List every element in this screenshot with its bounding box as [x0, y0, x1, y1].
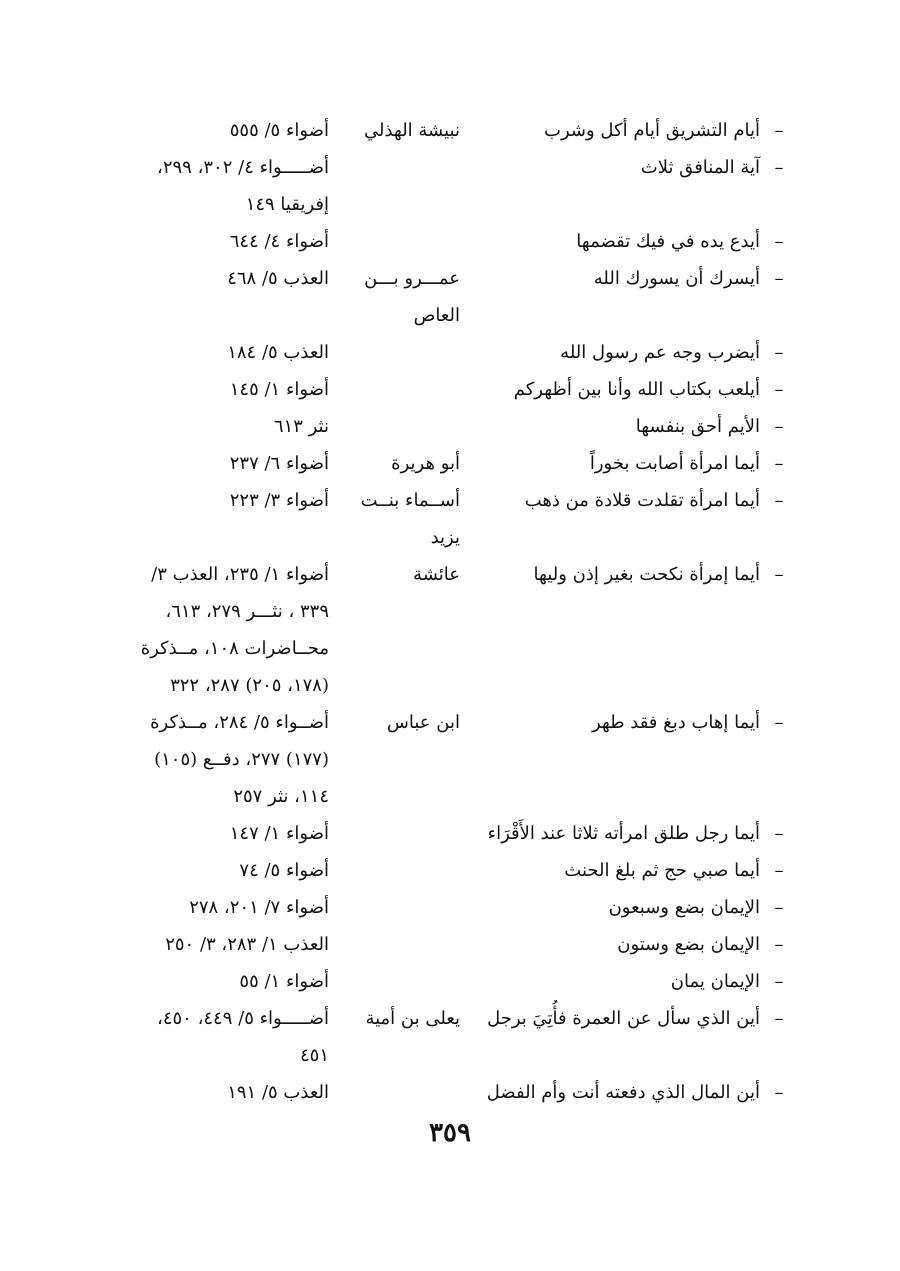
narrator: [335, 704, 460, 741]
references: [124, 371, 335, 408]
hadith-text: الإيمان بضع وستون: [617, 934, 760, 955]
reference-line: أضواء ٧/ ٢٠١، ٢٧٨: [189, 897, 329, 918]
entry-dash: –: [774, 416, 784, 437]
reference-line: ٤٥١: [299, 1045, 329, 1066]
hadith-text: أيما رجل طلق امرأته ثلاثا عند الأَقْرَاء: [487, 823, 760, 844]
references: [124, 223, 335, 260]
narrator-line: العاص: [413, 305, 460, 326]
entry-dash: –: [774, 453, 784, 474]
reference-line: أضواء ١/ ١٤٥: [229, 379, 329, 400]
hadith-text: أيما صبي حج ثم بلغ الحنث: [564, 860, 760, 881]
references: [124, 815, 335, 852]
index-entry: [110, 149, 790, 223]
entry-dash: –: [774, 934, 784, 955]
entry-dash: –: [774, 490, 784, 511]
narrator-line: عمـــرو بـــن: [364, 268, 460, 289]
entry-dash: –: [774, 971, 784, 992]
narrator-line: ابن عباس: [386, 712, 460, 733]
entry-dash: –: [774, 157, 784, 178]
narrator-line: أبو هريرة: [391, 453, 460, 474]
reference-line: ١١٤، نثر ٢٥٧: [233, 786, 329, 807]
reference-line: ٣٣٩ ، نثـــر ٢٧٩، ٦١٣،: [165, 601, 329, 622]
index-entry: [110, 445, 790, 482]
entry-dash: –: [774, 823, 784, 844]
entry-dash: –: [774, 564, 784, 585]
index-entry: [110, 112, 790, 149]
references: [124, 704, 335, 815]
index-entry: [110, 926, 790, 963]
references: [124, 889, 335, 926]
reference-line: أضواء ٥/ ٥٥٥: [229, 120, 329, 141]
references: [124, 149, 335, 223]
index-entry: [110, 1000, 790, 1074]
references: [124, 445, 335, 482]
hadith-text: أيما امرأة تقلدت قلادة من ذهب: [524, 490, 760, 511]
hadith-text: أيضرب وجه عم رسول الله: [560, 342, 760, 363]
reference-line: نثر ٦١٣: [273, 416, 329, 437]
reference-line: العذب ٥/ ١٨٤: [227, 342, 329, 363]
entry-dash: –: [774, 1008, 784, 1029]
reference-line: أضـــــواء ٥/ ٤٤٩، ٤٥٠،: [157, 1008, 329, 1029]
reference-line: أضــواء ٥/ ٢٨٤، مــذكرة: [150, 712, 329, 733]
index-entry: [110, 482, 790, 556]
references: [124, 260, 335, 297]
reference-line: إفريقيا ١٤٩: [245, 194, 329, 215]
hadith-text: أين الذي سأل عن العمرة فأُتِيَ برجل: [487, 1008, 760, 1029]
narrator: [335, 1000, 460, 1037]
reference-line: أضواء ٥/ ٧٤: [239, 860, 329, 881]
hadith-text: أيلعب بكتاب الله وأنا بين أظهركم: [513, 379, 760, 400]
references: [124, 556, 335, 704]
reference-line: محــاضرات ١٠٨، مــذكرة: [140, 638, 329, 659]
entry-dash: –: [774, 231, 784, 252]
narrator-line: نبيشة الهذلي: [363, 120, 460, 141]
reference-line: أضـــــواء ٤/ ٣٠٢، ٢٩٩،: [157, 157, 329, 178]
narrator: [335, 556, 460, 593]
entry-dash: –: [774, 1082, 784, 1103]
hadith-text: أيدع يده في فيك تقضمها: [576, 231, 760, 252]
index-entry: [110, 852, 790, 889]
entry-dash: –: [774, 268, 784, 289]
reference-line: أضواء ١/ ٥٥: [239, 971, 329, 992]
references: [124, 482, 335, 519]
index-entry: [110, 889, 790, 926]
entry-dash: –: [774, 120, 784, 141]
references: [124, 408, 335, 445]
reference-line: أضواء ١/ ١٤٧: [229, 823, 329, 844]
hadith-text: أيام التشريق أيام أكل وشرب: [544, 120, 760, 141]
index-entry: [110, 963, 790, 1000]
hadith-text: الإيمان يمان: [670, 971, 760, 992]
index-entry: [110, 556, 790, 704]
reference-line: (١٧٨، ٢٠٥) ٢٨٧، ٣٢٢: [170, 675, 329, 696]
narrator-line: عائشة: [413, 564, 460, 585]
narrator: [335, 260, 460, 334]
reference-line: أضواء ٣/ ٢٢٣: [229, 490, 329, 511]
hadith-text: الأيم أحق بنفسها: [635, 416, 760, 437]
hadith-text: أيما إمرأة نكحت بغير إذن وليها: [533, 564, 760, 585]
entry-dash: –: [774, 379, 784, 400]
reference-line: أضواء ١/ ٢٣٥، العذب ٣/: [151, 564, 329, 585]
narrator: [335, 445, 460, 482]
hadith-index-list: [110, 112, 790, 1111]
index-entry: [110, 408, 790, 445]
hadith-text: أيما إهاب دبغ فقد طهر: [591, 712, 760, 733]
hadith-text: أين المال الذي دفعته أنت وأم الفضل: [486, 1082, 760, 1103]
references: [124, 334, 335, 371]
index-entry: [110, 371, 790, 408]
entry-dash: –: [774, 342, 784, 363]
index-entry: [110, 815, 790, 852]
index-entry: [110, 223, 790, 260]
reference-line: العذب ١/ ٢٨٣، ٣/ ٢٥٠: [165, 934, 329, 955]
entry-dash: –: [774, 712, 784, 733]
entry-dash: –: [774, 897, 784, 918]
index-entry: [110, 334, 790, 371]
narrator-line: أســماء بنــت: [360, 490, 460, 511]
references: [124, 1000, 335, 1074]
page-number: ٣٥٩: [429, 1118, 471, 1148]
references: [124, 963, 335, 1000]
references: [124, 112, 335, 149]
reference-line: أضواء ٦/ ٢٣٧: [229, 453, 329, 474]
narrator-line: يعلى بن أمية: [365, 1008, 460, 1029]
hadith-text: أيسرك أن يسورك الله: [593, 268, 760, 289]
reference-line: العذب ٥/ ١٩١: [227, 1082, 329, 1103]
references: [124, 852, 335, 889]
references: [124, 1074, 335, 1111]
index-entry: [110, 704, 790, 815]
reference-line: أضواء ٤/ ٦٤٤: [229, 231, 329, 252]
hadith-text: أيما امرأة أصابت بخوراً: [589, 453, 760, 474]
narrator-line: يزيد: [430, 527, 460, 548]
reference-line: (١٧٧) ٢٧٧، دفــع (١٠٥): [154, 749, 329, 770]
narrator: [335, 482, 460, 556]
index-entry: [110, 1074, 790, 1111]
references: [124, 926, 335, 963]
hadith-text: الإيمان بضع وسبعون: [608, 897, 760, 918]
narrator: [335, 112, 460, 149]
entry-dash: –: [774, 860, 784, 881]
index-entry: [110, 260, 790, 334]
hadith-text: آية المنافق ثلاث: [640, 157, 760, 178]
reference-line: العذب ٥/ ٤٦٨: [227, 268, 329, 289]
